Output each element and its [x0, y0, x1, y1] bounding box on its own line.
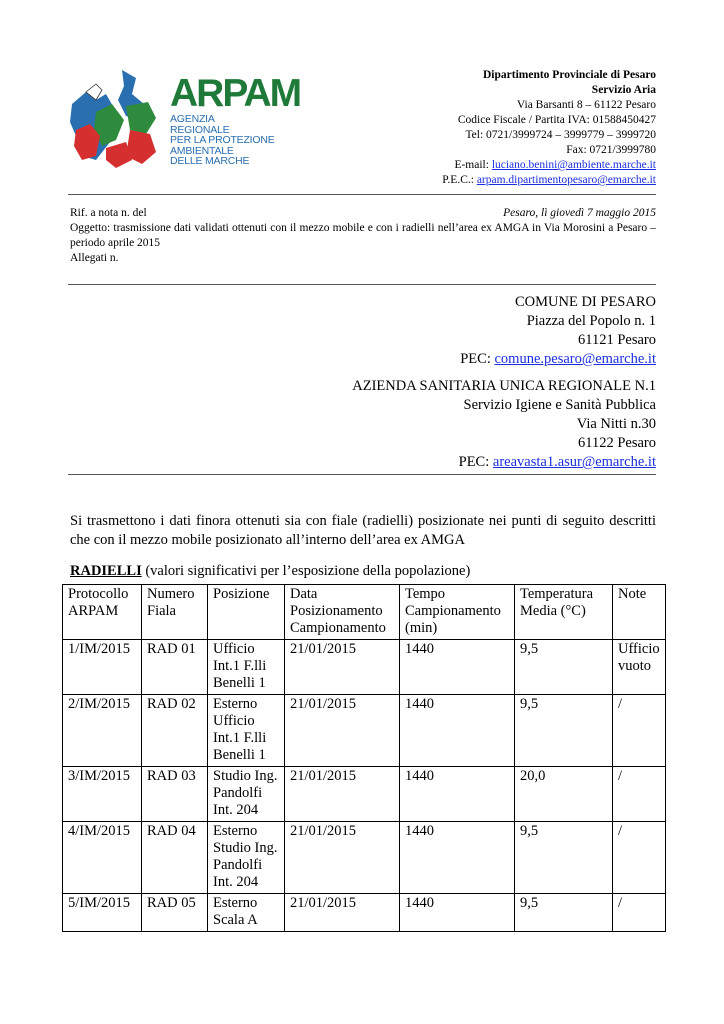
table-cell: 5/IM/2015 [63, 894, 142, 932]
logo-subtitle: AGENZIA REGIONALE PER LA PROTEZIONE AMBIENTALE DELLE MARCHE [170, 113, 275, 168]
logo-title: ARPAM [170, 72, 301, 115]
table-cell: Ufficio vuoto [613, 640, 666, 695]
divider [68, 194, 656, 195]
table-cell: / [613, 695, 666, 767]
table-cell: 1440 [400, 695, 515, 767]
table-cell: / [613, 822, 666, 894]
recipient-comune [236, 293, 656, 369]
table-cell: / [613, 894, 666, 932]
table-cell: 9,5 [515, 894, 613, 932]
intro-paragraph: Si trasmettono i dati finora ottenuti sia con fiale (radielli) posizionate nei punti di seguito descritti che con il mezzo mobile posizionato all’interno dell’area ex AMGA [70, 513, 656, 548]
table-cell: RAD 03 [142, 767, 208, 822]
table-header-row [63, 585, 666, 640]
table-cell: RAD 04 [142, 822, 208, 894]
subject: Oggetto: trasmissione dati validati ottenuti con il mezzo mobile e con i radielli nell’area ex AMGA in Via Morosini a Pesaro – periodo aprile 2015 [70, 222, 656, 249]
section-title: RADIELLI [70, 563, 142, 579]
pec-link[interactable]: arpam.dipartimentopesaro@emarche.it [476, 174, 656, 186]
table-row [63, 695, 666, 767]
letter-date: Pesaro, lì giovedì 7 maggio 2015 [503, 207, 656, 219]
table-header-cell: Temperatura Media (°C) [515, 585, 613, 640]
table-cell: 20,0 [515, 767, 613, 822]
table-header-cell: Protocollo ARPAM [63, 585, 142, 640]
table-cell: 9,5 [515, 640, 613, 695]
recipient-pec-link[interactable]: comune.pesaro@emarche.it [494, 351, 656, 367]
arpam-logo [66, 64, 301, 184]
radielli-table [62, 584, 666, 932]
recipient-city: 61122 Pesaro [578, 435, 656, 451]
table-row [63, 640, 666, 695]
table-cell: RAD 01 [142, 640, 208, 695]
table-cell: 4/IM/2015 [63, 822, 142, 894]
header-pec-line: P.E.C.: arpam.dipartimentopesaro@emarche.it [442, 174, 656, 186]
table-cell: RAD 02 [142, 695, 208, 767]
table-cell: 1440 [400, 894, 515, 932]
recipient-pec-link[interactable]: areavasta1.asur@emarche.it [492, 454, 656, 470]
table-cell: RAD 05 [142, 894, 208, 932]
reference-number: Rif. a nota n. del [70, 207, 147, 219]
table-cell: 9,5 [515, 695, 613, 767]
table-row [63, 822, 666, 894]
header-fax: Fax: 0721/3999780 [566, 144, 656, 156]
department-name: Dipartimento Provinciale di Pesaro [482, 69, 656, 81]
table-cell: 21/01/2015 [285, 695, 400, 767]
reference-block [70, 206, 656, 266]
table-cell: 21/01/2015 [285, 822, 400, 894]
recipient-pec: PEC: areavasta1.asur@emarche.it [458, 454, 656, 470]
table-header-cell: Tempo Campionamento (min) [400, 585, 515, 640]
marche-region-icon [66, 64, 170, 174]
table-cell: 1/IM/2015 [63, 640, 142, 695]
table-cell: 3/IM/2015 [63, 767, 142, 822]
divider [68, 474, 656, 475]
divider [68, 284, 656, 285]
table-cell: 1440 [400, 767, 515, 822]
recipient-street: Via Nitti n.30 [576, 416, 656, 432]
header-contact-block [356, 68, 656, 188]
table-cell: 2/IM/2015 [63, 695, 142, 767]
recipient-name: COMUNE DI PESARO [515, 294, 656, 310]
header-tel: Tel: 0721/3999724 – 3999779 – 3999720 [465, 129, 656, 141]
table-cell: 21/01/2015 [285, 767, 400, 822]
header-address: Via Barsanti 8 – 61122 Pesaro [516, 99, 656, 111]
table-header-cell: Note [613, 585, 666, 640]
recipient-pec: PEC: comune.pesaro@emarche.it [460, 351, 656, 367]
table-cell: Esterno Scala A [208, 894, 285, 932]
table-row [63, 894, 666, 932]
section-heading [70, 562, 470, 581]
email-link[interactable]: luciano.benini@ambiente.marche.it [491, 159, 656, 171]
header-email-line: E-mail: luciano.benini@ambiente.marche.it [454, 159, 656, 171]
table-header-cell: Posizione [208, 585, 285, 640]
recipient-street: Piazza del Popolo n. 1 [526, 313, 656, 329]
table-cell: Studio Ing. Pandolfi Int. 204 [208, 767, 285, 822]
table-cell: Ufficio Int.1 F.lli Benelli 1 [208, 640, 285, 695]
service-name: Servizio Aria [591, 84, 656, 96]
table-row [63, 767, 666, 822]
table-cell: / [613, 767, 666, 822]
table-cell: 1440 [400, 822, 515, 894]
attachments: Allegati n. [70, 252, 119, 264]
section-note: (valori significativi per l’esposizione della popolazione) [141, 563, 471, 579]
table-cell: 21/01/2015 [285, 894, 400, 932]
table-cell: Esterno Studio Ing. Pandolfi Int. 204 [208, 822, 285, 894]
recipient-asur [236, 377, 656, 472]
recipient-name: AZIENDA SANITARIA UNICA REGIONALE N.1 [352, 378, 656, 394]
table-header-cell: Numero Fiala [142, 585, 208, 640]
table-cell: 21/01/2015 [285, 640, 400, 695]
recipient-service: Servizio Igiene e Sanità Pubblica [463, 397, 656, 413]
table-header-cell: Data Posizionamento Campionamento [285, 585, 400, 640]
recipient-city: 61121 Pesaro [578, 332, 656, 348]
table-cell: Esterno Ufficio Int.1 F.lli Benelli 1 [208, 695, 285, 767]
header-tax-code: Codice Fiscale / Partita IVA: 01588450427 [457, 114, 656, 126]
table-cell: 9,5 [515, 822, 613, 894]
table-cell: 1440 [400, 640, 515, 695]
